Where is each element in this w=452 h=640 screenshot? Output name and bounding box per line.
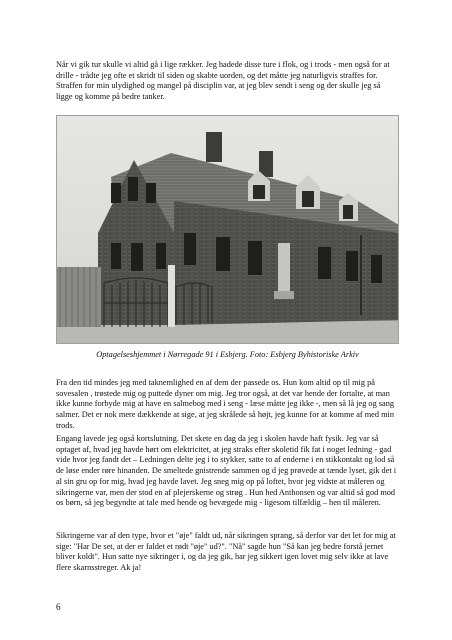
paragraph-2: Fra den tid mindes jeg med taknemlighed en af dem der passede os. Hun kom altid op til mig på sovesalen , trøstede mig og puttede dyner om mig. Jeg tror også, at det var hende der fortalte, at man ikke kunne forbyde mig at have en salmebog med i seng - læse måtte jeg ikke -, men så lå jeg og sang salmer. Det er nok mere dækkende at sige, at jeg skrålede så højt, jeg kunne for at komme af med min trods. xyxy=(56,378,395,430)
paragraph-4: Sikringerne var af den type, hvor et "øje" faldt ud, når sikringen sprang, så derfor var det let for mig at sige: "Har De set, at der er faldet et rødt "øje" ud?". "Nå" sagde hun "Så kan jeg bedre forstå jernet bliver koldt". Hun satte nye sikringer i, og da jeg gik, har jeg sikkert igen lovet mig selv ikke at lave flere skarnsstreger. Ak ja! xyxy=(56,531,396,573)
page-number: 6 xyxy=(56,602,61,612)
building-photo xyxy=(56,115,399,344)
photo-caption: Optagelseshjemmet i Nørregade 91 i Esbjerg. Foto: Esbjerg Byhistoriske Arkiv xyxy=(96,350,359,359)
paragraph-3: Engang lavede jeg også kortslutning. Det skete en dag da jeg i skolen havde haft fysik. Jeg var så optaget af, hvad jeg havde hørt om elektricitet, at jeg straks efter skoletid fik fat i noget ledning - gad vide hvor jeg fandt det – Ledningen delte jeg i to stykker, satte to af enderne i en stikkontakt og lod så de løse ender røre hinanden. De smeltede gnistrende sammen og d jeg prøvede at tænde lyset, gik det i al sin gru op for mig, hvad jeg havde lavet. Jeg sneg mig op på loftet, hvor jeg vidste at måleren og sikringerne var, men der stod en af plejerskerne og strøg . Hun hed Anthonsen og var altid så god mod os børn, så jeg begyndte at tale med hende og bevægede mig - ligesom tilfældig – hen til måleren. xyxy=(56,434,397,508)
paragraph-1: Når vi gik tur skulle vi altid gå i lige rækker. Jeg hadede disse ture i flok, og i trods - men også for at drille - trådte jeg ofte et skridt til siden og skabte uorden, og det måtte jeg naturligvis straffes for. Straffen for min ulydighed og mangel på disciplin var, at jeg blev sendt i seng og der skulle jeg så ligge og komme på bedre tanker. xyxy=(56,60,390,102)
